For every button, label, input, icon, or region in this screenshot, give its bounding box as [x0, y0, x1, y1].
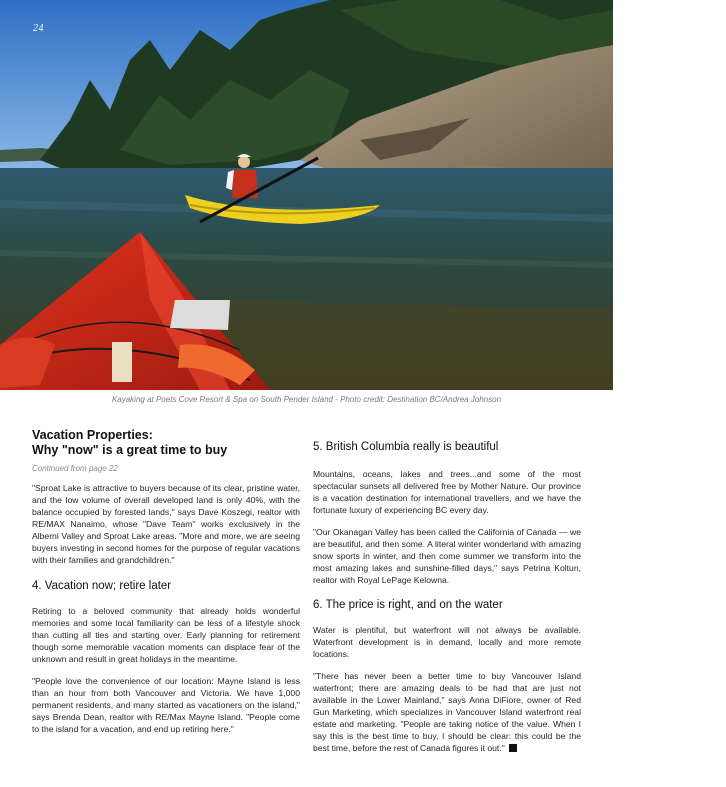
article-title-line1: Vacation Properties:	[32, 428, 153, 442]
continued-note: Continued from page 22	[32, 464, 118, 473]
photo-caption: Kayaking at Poets Cove Resort & Spa on South Pender Island - Photo credit: Destination BC/Andrea Johnson	[111, 395, 502, 404]
waterfront-deals-text: "There has never been a better time to buy Vancouver Island waterfront; there are amazing deals to be had that are just not available in the Lower Mainland," says Anna DiFiore, owner of Red Gun Marketing, which specializes in Vancouver Island waterfront real estate and marketing. "People are taking notice of the value. When I say this is the best time to buy, I should be clear: this could be the best time, before the rest of Canada figures it out."	[313, 671, 581, 753]
paragraph-retiring: Retiring to a beloved community that already holds wonderful memories and some local familiarity can be less of a lifestyle shock than cutting all ties and starting over. Early planning for retirement though some memorable vacation moments can displace fear of the unknown and result in great holidays in the meantime.	[32, 606, 300, 664]
article-title	[32, 428, 300, 458]
article-title-line2: Why "now" is a great time to buy	[32, 443, 228, 457]
end-mark-icon	[509, 744, 517, 752]
paragraph-mayne-island: "People love the convenience of our location: Mayne Island is less than an hour from both Vancouver and Victoria. We have 1,000 permanent residents, and many started as vacationers on the island," says Brenda Dean, realtor with RE/Max Mayne Island. "People come to the island for a vacation, and end up retiring here."	[32, 676, 300, 734]
page-number: 24	[33, 23, 44, 34]
right-column	[313, 440, 581, 764]
heading-price-right: 6. The price is right, and on the water	[313, 599, 503, 611]
paragraph-sproat-lake: "Sproat Lake is attractive to buyers because of its clear, pristine water, and the low volume of overall developed land is only 40%, with the balance occupied by forested lands," says Dave Koszegi, realtor with RE/MAX Nanaimo, whose "Dave Team" works exclusively in the Alberni Valley and Sproat Lake areas. "More and more, we are seeing buyers investing in second homes for the purpose of regular vacations with their families and grandchildren."	[32, 483, 300, 565]
paragraph-water-plentiful: Water is plentiful, but waterfront will not always be available. Waterfront development is in demand, locally and more remote locations.	[313, 625, 581, 659]
heading-vacation-now: 4. Vacation now; retire later	[32, 580, 172, 592]
kayak-photo	[0, 0, 613, 390]
left-column	[32, 428, 300, 745]
heading-bc-beautiful: 5. British Columbia really is beautiful	[313, 441, 499, 453]
paragraph-okanagan: "Our Okanagan Valley has been called the California of Canada — we are beautiful, and then some. A literal winter wonderland with amazing snow sports in winter, and then come summer we transform into the most amazing lakes and sunshine-filled days," says Petrina Koltun, realtor with Royal LePage Kelowna.	[313, 527, 581, 585]
paragraph-mountains: Mountains, oceans, lakes and trees...and some of the most spectacular sunsets all delivered free by Mother Nature. Our province is a vacation destination for international travellers, and we have the fortunate luxury of experiencing BC every day.	[313, 469, 581, 515]
paragraph-waterfront-deals	[313, 670, 581, 754]
